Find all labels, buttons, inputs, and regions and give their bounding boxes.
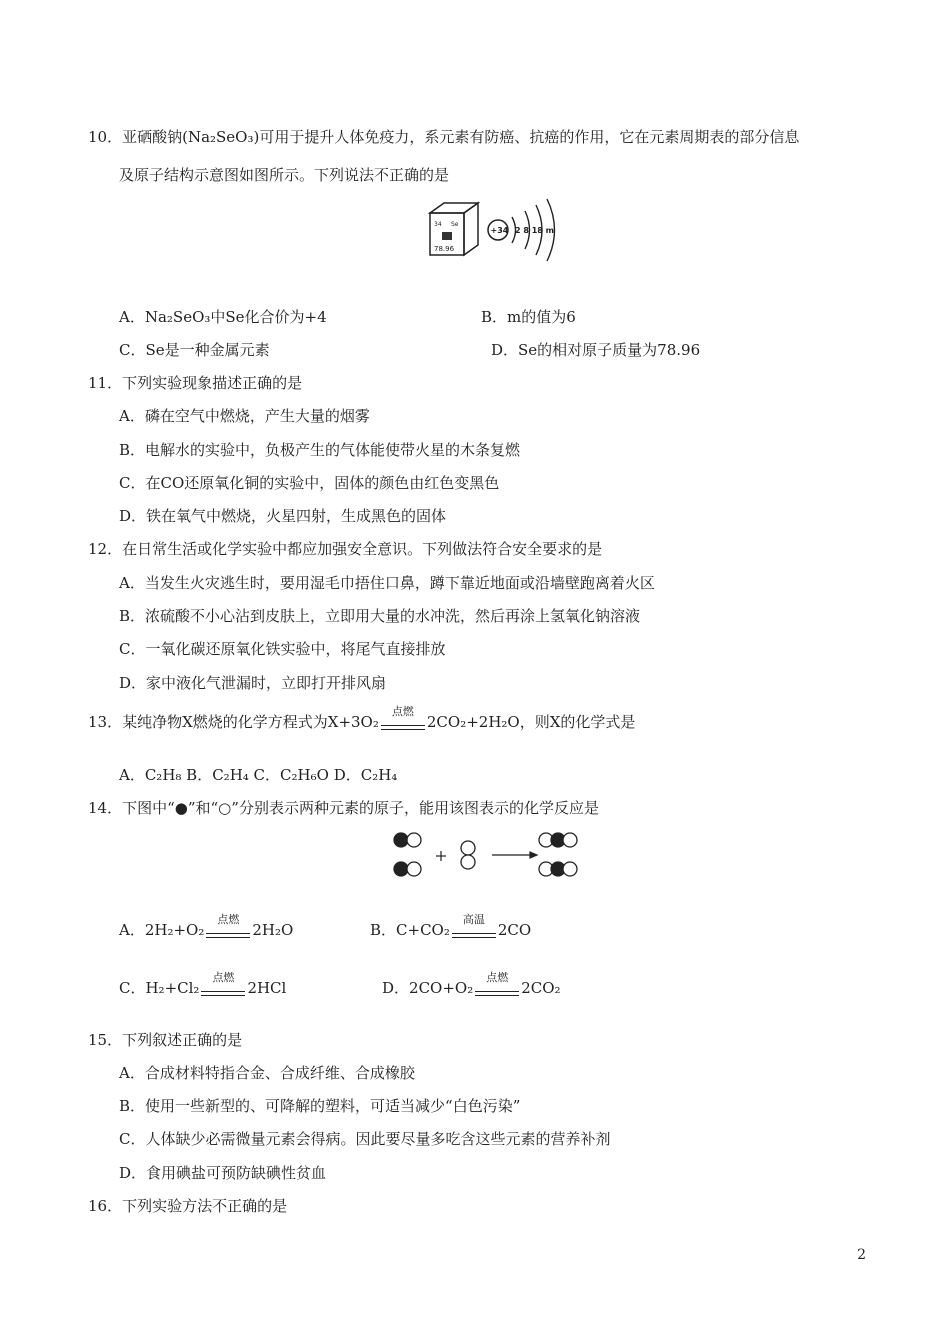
q12-option-d: D．家中液化气泄漏时，立即打开排风扇 [119, 674, 387, 692]
q15-option-d: D．食用碘盐可预防缺碘性贫血 [119, 1164, 327, 1182]
reaction-diagram [388, 825, 600, 885]
q14-b-right: 2CO [497, 921, 532, 939]
q11-option-a: A．磷在空气中燃烧，产生大量的烟雾 [119, 407, 370, 425]
q11-stem: 11．下列实验现象描述正确的是 [88, 374, 303, 392]
selenium-figure [422, 195, 572, 270]
q10-stem-line2: 及原子结构示意图如图所示。下列说法不正确的是 [119, 166, 450, 184]
cell-atomic-mass: 78.96 [434, 245, 455, 253]
q12-option-b: B．浓硫酸不小心沾到皮肤上，立即用大量的水冲洗，然后再涂上氢氧化钠溶液 [119, 607, 641, 625]
q15-option-c: C．人体缺少必需微量元素会得病。因此要尽量多吃含这些元素的营养补剂 [119, 1130, 611, 1148]
cell-name-glyph [442, 232, 452, 240]
q15-stem: 15．下列叙述正确的是 [88, 1031, 243, 1049]
q11-option-c: C．在CO还原氧化铜的实验中，固体的颜色由红色变黑色 [119, 474, 500, 492]
black-atom [394, 833, 408, 847]
q14-option-c [119, 971, 287, 998]
q14-c-sign [199, 971, 247, 998]
q15-option-b: B．使用一些新型的、可降解的塑料，可适当减少“白色污染” [119, 1097, 521, 1115]
q10-option-d: D．Se的相对原子质量为78.96 [491, 341, 701, 359]
q14-stem: 14．下图中“●”和“○”分别表示两种元素的原子，能用该图表示的化学反应是 [88, 799, 599, 817]
q14-a-left: A．2H₂+O₂ [119, 921, 205, 939]
q14-option-b [370, 913, 532, 940]
q11-option-d: D．铁在氧气中燃烧，火星四射，生成黑色的固体 [119, 507, 447, 525]
shell-electrons: 2 8 18 m [515, 226, 554, 235]
q14-option-d [382, 971, 561, 998]
q13-stem [88, 705, 636, 732]
q13-stem-after: 2CO₂+2H₂O，则X的化学式是 [426, 713, 636, 731]
white-atom [563, 833, 577, 847]
q13-options: A．C₂H₈ B．C₂H₄ C．C₂H₆O D．C₂H₄ [119, 766, 398, 784]
q12-option-c: C．一氧化碳还原氧化铁实验中，将尾气直接排放 [119, 640, 446, 658]
q10-option-c: C．Se是一种金属元素 [119, 341, 270, 359]
q10-option-a: A．Na₂SeO₃中Se化合价为+4 [119, 308, 327, 326]
cell-atomic-number: 34 [434, 221, 442, 228]
q14-c-left: C．H₂+Cl₂ [119, 979, 200, 997]
white-atom [407, 833, 421, 847]
q10-option-b: B．m的值为6 [481, 308, 576, 326]
q11-option-b: B．电解水的实验中，负极产生的气体能使带火星的木条复燃 [119, 441, 521, 459]
q13-stem-before: 13．某纯净物X燃烧的化学方程式为X+3O₂ [88, 713, 379, 731]
white-atom [461, 855, 475, 869]
q14-b-left: B．C+CO₂ [370, 921, 450, 939]
q13-condition: 点燃 [391, 705, 414, 718]
q16-stem: 16．下列实验方法不正确的是 [88, 1197, 288, 1215]
q14-a-right: 2H₂O [252, 921, 294, 939]
q14-a-sign [204, 913, 252, 940]
q14-option-a [119, 913, 294, 940]
cell-symbol: Se [451, 221, 459, 228]
q14-b-sign [450, 913, 498, 940]
q12-stem: 12．在日常生活或化学实验中都应加强安全意识。下列做法符合安全要求的是 [88, 540, 603, 558]
white-atom [461, 841, 475, 855]
q12-option-a: A．当发生火灾逃生时，要用湿毛巾捂住口鼻，蹲下靠近地面或沿墙壁跑离着火区 [119, 574, 655, 592]
white-atom [407, 862, 421, 876]
q14-b-condition: 高温 [462, 913, 485, 926]
reaction-arrow [492, 852, 537, 858]
q14-a-condition: 点燃 [217, 913, 240, 926]
nucleus-charge: +34 [490, 226, 509, 235]
q14-d-left: D．2CO+O₂ [382, 979, 474, 997]
white-atom [563, 862, 577, 876]
q14-c-condition: 点燃 [212, 971, 235, 984]
q14-c-right: 2HCl [247, 979, 287, 997]
page-number: 2 [857, 1247, 866, 1263]
q14-d-condition: 点燃 [486, 971, 509, 984]
plus-sign [436, 851, 446, 861]
q13-reaction-sign [379, 705, 427, 732]
q10-stem-line1: 10．亚硒酸钠(Na₂SeO₃)可用于提升人体免疫力，系元素有防癌、抗癌的作用，它在元素周期表的部分信息 [88, 128, 800, 146]
q15-option-a: A．合成材料特指合金、合成纤维、合成橡胶 [119, 1064, 415, 1082]
q14-d-right: 2CO₂ [521, 979, 561, 997]
black-atom [394, 862, 408, 876]
q14-d-sign [473, 971, 521, 998]
